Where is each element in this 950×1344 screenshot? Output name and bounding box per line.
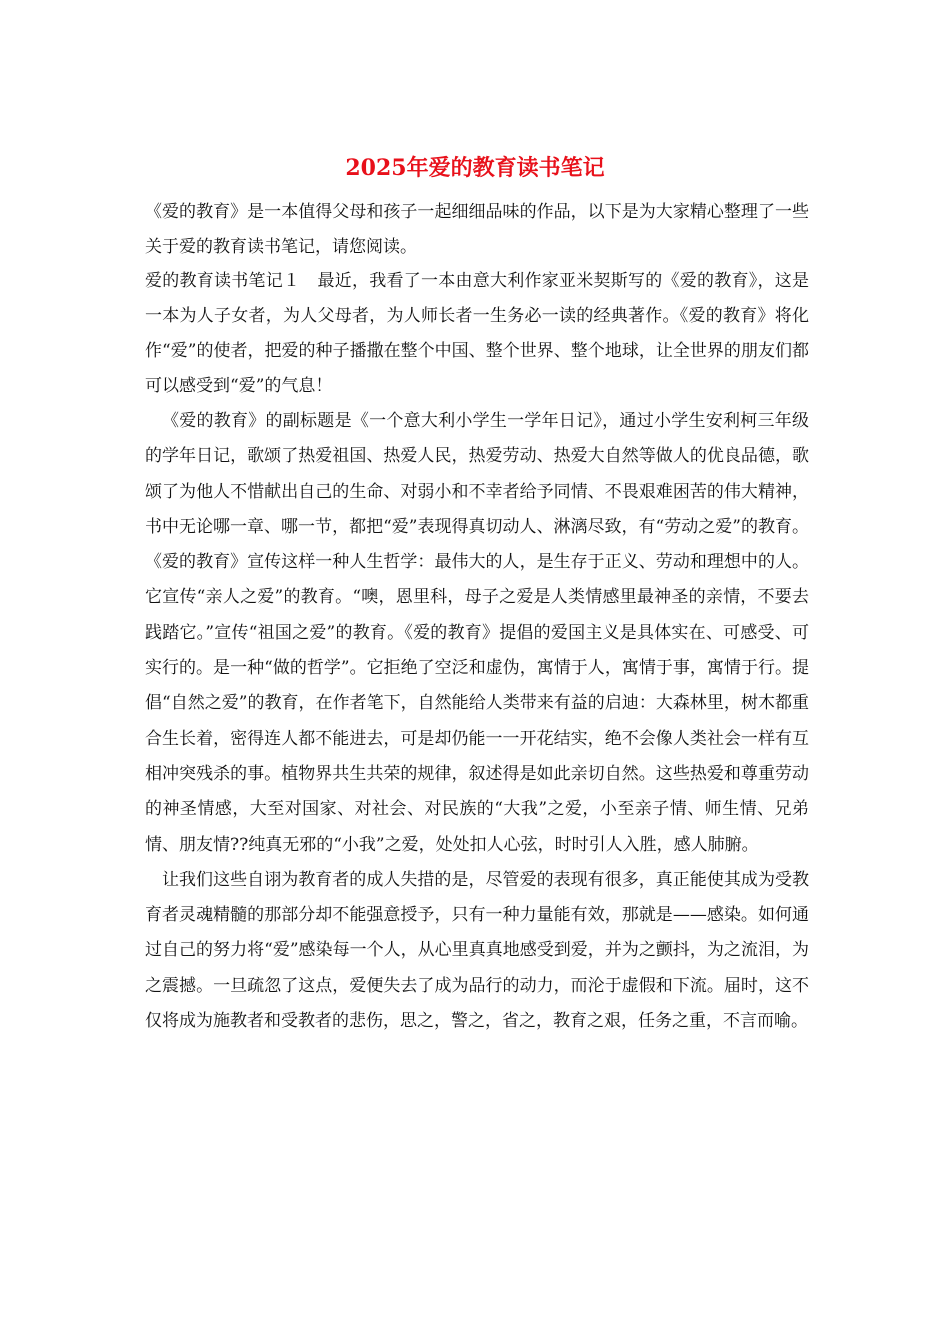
body-paragraph-1: 《爱的教育》的副标题是《一个意大利小学生一学年日记》，通过小学生安利柯三年级的学年日记，歌颂了热爱祖国、热爱人民，热爱劳动、热爱大自然等做人的优良品德，歌颂了为他人不惜献出自己的生命、对弱小和不幸者给予同情、不畏艰难困苦的伟大精神，书中无论哪一章、哪一节，都把“爱”表现得真切动人、淋漓尽致，有“劳动之爱”的教育。《爱的教育》宣传这样一种人生哲学：最伟大的人，是生存于正义、劳动和理想中的人。它宣传“亲人之爱”的教育。“噢，恩里科，母子之爱是人类情感里最神圣的亲情，不要去践踏它。”宣传“祖国之爱”的教育。《爱的教育》提倡的爱国主义是具体实在、可感受、可实行的。是一种“做的哲学”。它拒绝了空泛和虚伪，寓情于人，寓情于事，寓情于行。提倡“自然之爱”的教育，在作者笔下，自然能给人类带来有益的启迪：大森林里，树木都重合生长着，密得连人都不能进去，可是却仍能一一开花结实，绝不会像人类社会一样有互相冲突残杀的事。植物界共生共荣的规律，叙述得是如此亲切自然。这些热爱和尊重劳动的神圣情感，大至对国家、对社会、对民族的“大我”之爱，小至亲子情、师生情、兄弟情、朋友情??纯真无邪的“小我”之爱，处处扣人心弦，时时引人入胜，感人肺腑。 [145, 411, 809, 855]
body-paragraph-2: 让我们这些自诩为教育者的成人失措的是，尽管爱的表现有很多，真正能使其成为受教育者灵魂精髓的那部分却不能强意授予，只有一种力量能有效，那就是——感染。如何通过自己的努力将“爱”感染每一个人，从心里真真地感受到爱，并为之颤抖，为之流泪，为之震撼。一旦疏忽了这点，爱便失去了成为品行的动力，而沦于虚假和下流。届时，这不仅将成为施教者和受教者的悲伤，思之，警之，省之，教育之艰，任务之重，不言而喻。 [145, 869, 809, 1032]
document-body [145, 195, 809, 1039]
note-1-paragraph: 爱的教育读书笔记１ 最近，我看了一本由意大利作家亚米契斯写的《爱的教育》，这是一本为人子女者，为人父母者，为人师长者一生务必一读的经典著作。《爱的教育》将化作“爱”的使者，把爱的种子播撒在整个中国、整个世界、整个地球，让全世界的朋友们都可以感受到“爱”的气息！ [145, 271, 809, 396]
document-title: 2025年爱的教育读书笔记 [345, 155, 605, 181]
intro-paragraph: 《爱的教育》是一本值得父母和孩子一起细细品味的作品，以下是为大家精心整理了一些关于爱的教育读书笔记，请您阅读。 [145, 202, 809, 257]
